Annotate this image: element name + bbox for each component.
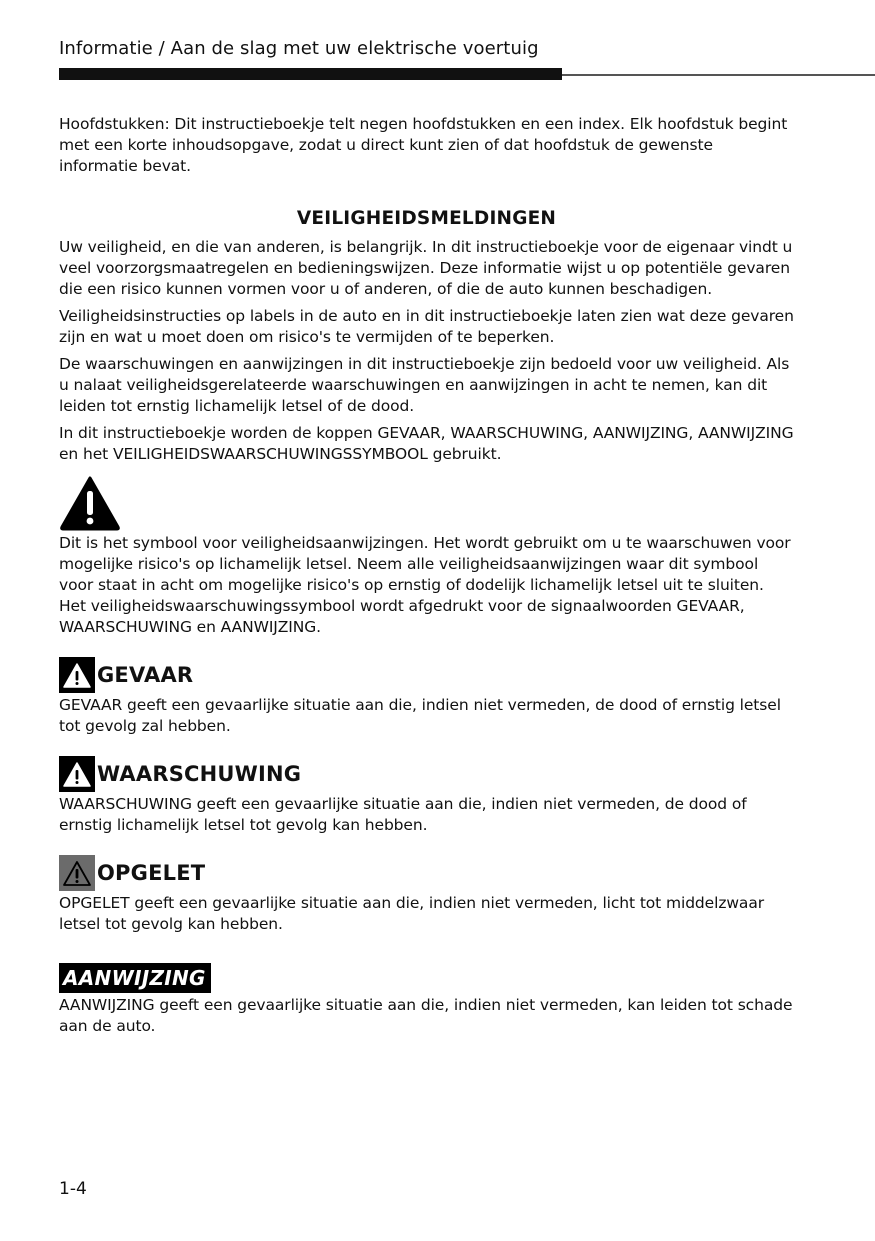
page-number: 1-4: [59, 1179, 87, 1199]
signal-word-caution: OPGELET: [97, 860, 206, 885]
signal-danger-box: [59, 657, 95, 693]
safety-paragraph-3: De waarschuwingen en aanwijzingen in dit instructieboekje zijn bedoeld voor uw veiligheid. Als u nalaat veiligheidsgerelateerde waarschuwingen en aanwijzingen in acht te nemen, kan dit leiden tot ernstig lichamelijk letsel of de dood.: [59, 355, 790, 415]
warning-triangle-icon: [62, 761, 92, 788]
signal-warning-box: [59, 756, 95, 792]
signal-word-warning: WAARSCHUWING: [97, 761, 302, 786]
signal-word-notice: AANWIJZING: [59, 963, 211, 993]
header-rule-thin: [562, 74, 875, 76]
intro-paragraph: Hoofdstukken: Dit instructieboekje telt negen hoofdstukken en een index. Elk hoofdstuk begint met een korte inhoudsopgave, zodat u direct kunt zien of dat hoofdstuk de gewenste informatie bevat.: [59, 115, 788, 175]
signal-caution-text: OPGELET geeft een gevaarlijke situatie aan die, indien niet vermeden, licht tot middelzwaar letsel tot gevolg kan hebben.: [59, 894, 764, 933]
safety-alert-triangle-icon: [59, 475, 121, 531]
signal-danger-heading: [59, 657, 794, 693]
section-heading: VEILIGHEIDSMELDINGEN: [296, 208, 557, 229]
signal-warning-text: WAARSCHUWING geeft een gevaarlijke situatie aan die, indien niet vermeden, de dood of ernstig lichamelijk letsel tot gevolg kan hebben.: [59, 795, 747, 834]
signal-warning-heading: [59, 756, 794, 792]
signal-word-danger: GEVAAR: [97, 662, 194, 687]
signal-danger-text: GEVAAR geeft een gevaarlijke situatie aan die, indien niet vermeden, de dood of ernstig letsel tot gevolg zal hebben.: [59, 696, 781, 735]
symbol-description: Dit is het symbool voor veiligheidsaanwijzingen. Het wordt gebruikt om u te waarschuwen voor mogelijke risico's op lichamelijk letsel. Neem alle veiligheidsaanwijzingen waar dit symbool voor staat in acht om mogelijke risico's op ernstig of dodelijk lichamelijk letsel uit te sluiten. Het veiligheidswaarschuwingssymbool wordt afgedrukt voor de signaalwoorden GEVAAR, WAARSCHUWING en AANWIJZING.: [59, 534, 791, 636]
signal-caution-heading: [59, 855, 794, 891]
page-header-title: Informatie / Aan de slag met uw elektrische voertuig: [59, 38, 539, 59]
warning-triangle-icon: [62, 860, 92, 887]
header-rule-thick: [59, 68, 562, 80]
signal-caution-box: [59, 855, 95, 891]
safety-paragraph-1: Uw veiligheid, en die van anderen, is belangrijk. In dit instructieboekje voor de eigenaar vindt u veel voorzorgsmaatregelen en bedieningswijzen. Deze informatie wijst u op potentiële gevaren die een risico kunnen vormen voor u of anderen, of die de auto kunnen beschadigen.: [59, 238, 793, 298]
warning-triangle-icon: [62, 662, 92, 689]
safety-paragraph-4: In dit instructieboekje worden de koppen GEVAAR, WAARSCHUWING, AANWIJZING, AANWIJZING en het VEILIGHEIDSWAARSCHUWINGSSYMBOOL gebruikt.: [59, 424, 794, 463]
page-content: [59, 114, 794, 1043]
signal-notice-text: AANWIJZING geeft een gevaarlijke situatie aan die, indien niet vermeden, kan leiden tot schade aan de auto.: [59, 996, 793, 1035]
safety-paragraph-2: Veiligheidsinstructies op labels in de auto en in dit instructieboekje laten zien wat deze gevaren zijn en wat u moet doen om risico's te vermijden of te beperken.: [59, 307, 794, 346]
